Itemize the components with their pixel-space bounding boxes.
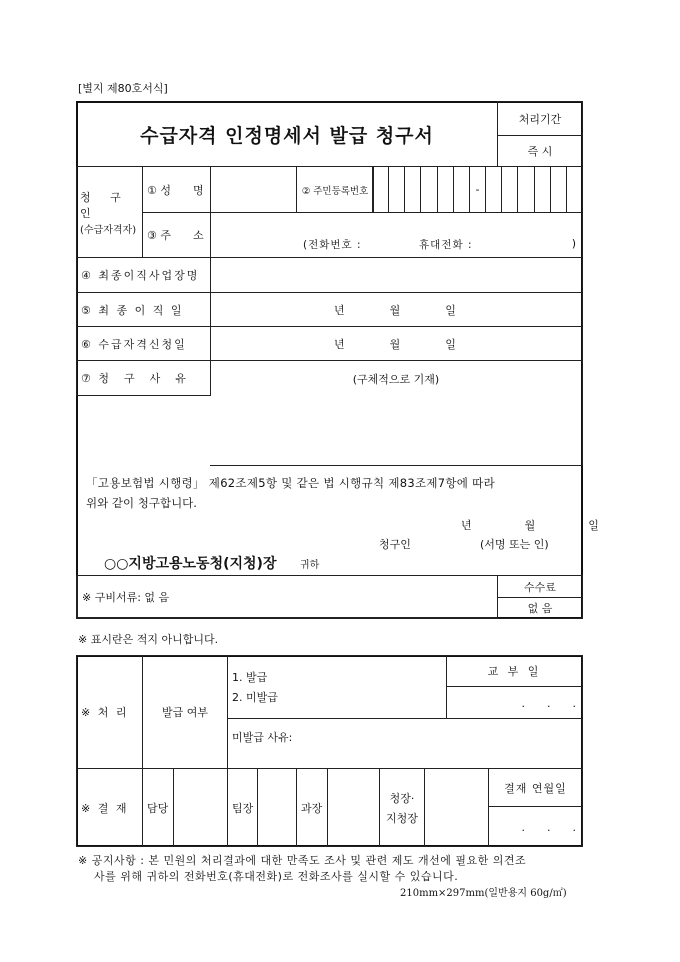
last-workplace-label: ④ 최종이직사업장명 [76, 257, 211, 293]
team-leader-label: 팀장 [227, 768, 258, 847]
notice-line2: 사를 위해 귀하의 전화번호(휴대전화)로 전화조사를 실시할 수 있습니다. [94, 870, 459, 883]
rrn-digit-box[interactable] [437, 166, 454, 213]
addressee-suffix: 귀하 [300, 560, 320, 571]
rrn-digit-box[interactable] [566, 166, 583, 213]
claimant-sign-label: 청구인 [379, 538, 411, 551]
rrn-digit-box[interactable] [485, 166, 502, 213]
notice-line1: ※ 공지사항 : 본 민원의 처리결과에 대한 만족도 조사 및 관련 제도 개선에 필요한 의견조 [78, 854, 527, 867]
rrn-dash-box[interactable]: - [469, 166, 486, 213]
phone-close: ) [571, 237, 576, 250]
documents-note: ※ 구비서류: 없 음 [76, 575, 498, 619]
claim-reason-hint: (구체적으로 기재) [352, 373, 440, 386]
rrn-digit-box[interactable] [550, 166, 567, 213]
delivery-date-label: 교 부 일 [446, 655, 583, 687]
claim-reason-label: ⑦ 청 구 사 유 [76, 360, 211, 396]
director-sign[interactable] [424, 768, 489, 847]
rrn-digit-box[interactable] [372, 166, 389, 213]
form-title: 수급자격 인정명세서 발급 청구서 [140, 124, 434, 147]
statement-line2: 위와 같이 청구합니다. [86, 496, 197, 510]
sign-hint[interactable]: (서명 또는 인) [480, 538, 549, 551]
rrn-digit-box[interactable] [404, 166, 421, 213]
director-label-1: 청장· [389, 791, 415, 805]
rrn-digit-box[interactable] [453, 166, 470, 213]
office-note: ※ 표시란은 적지 아니합니다. [78, 633, 219, 646]
address-label: ③ 주 소 [142, 212, 211, 258]
claimant-label: 청 구 인 [80, 190, 129, 220]
issue-options[interactable] [227, 655, 447, 719]
approval-label: ※ 결 재 [76, 768, 143, 847]
rrn-digit-box[interactable] [517, 166, 534, 213]
director-label [379, 768, 425, 847]
rrn-digit-box[interactable] [388, 166, 405, 213]
address-field[interactable] [210, 212, 583, 258]
approval-date-field[interactable]: . . . [488, 806, 583, 847]
staff-sign[interactable] [173, 768, 228, 847]
addressee: ○○지방고용노동청(지청)장 [104, 556, 277, 572]
claimant-label-cell [76, 166, 143, 258]
rrn-digit-box[interactable] [420, 166, 437, 213]
rrn-digit-box[interactable] [534, 166, 551, 213]
non-issue-reason[interactable]: 미발급 사유: [227, 718, 583, 769]
fee-value: 없 음 [497, 597, 583, 619]
section-chief-sign[interactable] [327, 768, 380, 847]
paper-spec: 210mm×297mm(일반용지 60g/㎡) [400, 888, 567, 899]
team-leader-sign[interactable] [257, 768, 297, 847]
rrn-field[interactable] [373, 166, 583, 213]
section-chief-label: 과장 [296, 768, 328, 847]
rrn-digit-box[interactable] [501, 166, 518, 213]
application-date-field[interactable]: 년 월 일 [210, 326, 583, 361]
processing-period-value: 즉 시 [497, 135, 583, 167]
name-label: ① 성 명 [142, 166, 211, 213]
rrn-label: ② 주민등록번호 [296, 166, 374, 213]
claim-date[interactable]: 년 월 일 [461, 519, 604, 532]
last-workplace-field[interactable] [210, 257, 583, 293]
claimant-sub: (수급자격자) [80, 224, 137, 236]
issue-label: 발급 여부 [142, 655, 228, 769]
staff-label: 담당 [142, 768, 174, 847]
name-field[interactable] [210, 166, 297, 213]
last-leave-date-label: ⑤ 최 종 이 직 일 [76, 292, 211, 327]
processing-label: ※ 처 리 [76, 655, 143, 769]
delivery-date-field[interactable]: . . . [446, 686, 583, 719]
processing-period-label: 처리기간 [497, 101, 583, 136]
approval-date-label: 결재 연월일 [488, 768, 583, 807]
form-label: [별지 제80호서식] [78, 82, 168, 95]
fee-label: 수수료 [497, 575, 583, 598]
statement-line1: 「고용보험법 시행령」 제62조제5항 및 같은 법 시행규칙 제83조제7항에 따라 [86, 476, 495, 490]
option-non-issue[interactable]: 2. 미발급 [232, 691, 278, 704]
claim-reason-field[interactable] [210, 360, 583, 466]
application-date-label: ⑥ 수급자격신청일 [76, 326, 211, 361]
phone-line: (전화번호 : 휴대전화 : [303, 239, 473, 251]
director-label-2: 지청장 [386, 811, 418, 825]
option-issue[interactable]: 1. 발급 [232, 671, 268, 684]
last-leave-date-field[interactable]: 년 월 일 [210, 292, 583, 327]
